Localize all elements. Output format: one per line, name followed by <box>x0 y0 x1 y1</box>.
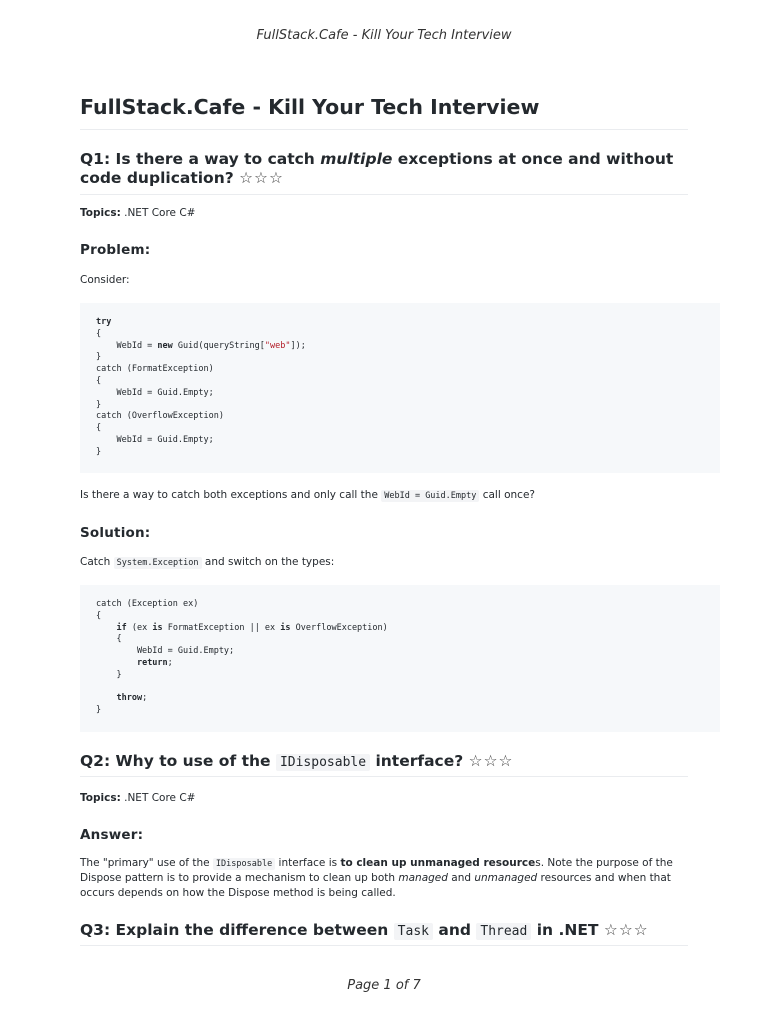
q1-problem-code-block <box>80 303 720 473</box>
q1-topics-value: .NET Core C# <box>120 207 196 219</box>
q2-heading <box>80 752 688 777</box>
code-line: } <box>96 705 102 716</box>
code-keyword: new <box>157 340 173 351</box>
q2-answer-heading: Answer: <box>80 827 144 843</box>
q2-title-part2: interface? <box>370 752 464 770</box>
code-indent <box>96 658 137 668</box>
inline-code: System.Exception <box>114 557 202 569</box>
q1-topics <box>80 206 688 221</box>
q2-answer-part: s. Note the purpose of the Dispose pattern is to provide a mechanism to clean up both <box>80 857 673 885</box>
q1-title-emphasis: multiple <box>320 150 393 168</box>
code-text: Guid(queryString[ <box>172 340 265 351</box>
q2-title-part1: Q2: Why to use of the <box>80 752 276 770</box>
q1-solution-text <box>80 555 688 570</box>
code-line: } <box>96 399 102 410</box>
q2-topics-label: Topics: <box>80 792 121 804</box>
q3-title-part1: Q3: Explain the difference between <box>80 921 394 939</box>
q1-solution-part2: and switch on the types: <box>201 556 335 568</box>
code-line: { <box>96 423 102 434</box>
code-string: "web" <box>264 340 291 351</box>
code-line: { <box>96 634 122 645</box>
inline-code: IDisposable <box>276 754 370 771</box>
inline-code: Task <box>394 923 433 940</box>
code-line: catch (OverflowException) <box>96 411 224 422</box>
code-keyword: return <box>136 657 168 668</box>
code-line: catch (FormatException) <box>96 364 214 375</box>
code-keyword: throw <box>116 693 143 704</box>
inline-code: Thread <box>476 923 531 940</box>
code-line: WebId = Guid.Empty; <box>96 646 235 657</box>
code-text: FormatException || ex <box>162 622 281 633</box>
q3-title-part2: and <box>432 921 477 939</box>
code-line: catch (Exception ex) <box>96 599 199 609</box>
code-indent <box>96 693 116 703</box>
q2-answer-part: interface is <box>275 857 341 869</box>
code-line: WebId = Guid.Empty; <box>96 434 214 445</box>
code-line: } <box>96 446 102 457</box>
code-line: } <box>96 669 122 680</box>
code-line: { <box>96 610 102 621</box>
q1-topics-label: Topics: <box>80 207 121 219</box>
code-text: (ex <box>126 622 153 633</box>
q3-heading <box>80 921 688 946</box>
q1-title-part1: Q1: Is there a way to catch <box>80 150 321 168</box>
q2-topics <box>80 791 688 806</box>
q1-difficulty-stars: ☆☆☆ <box>239 169 284 188</box>
q2-answer-emphasis: managed <box>398 872 448 885</box>
q2-answer-text <box>80 856 688 902</box>
code-line: try <box>96 317 112 327</box>
q2-topics-value: .NET Core C# <box>120 792 196 804</box>
q2-difficulty-stars: ☆☆☆ <box>468 752 514 770</box>
running-footer: Page 1 of 7 <box>347 978 421 993</box>
q1-question-part1: Is there a way to catch both exceptions and only call the <box>80 489 382 501</box>
q1-solution-code-block <box>80 585 720 732</box>
q2-answer-bold: to clean up unmanaged resource <box>340 857 536 869</box>
q2-answer-emphasis: unmanaged <box>474 872 538 885</box>
document-title: FullStack.Cafe - Kill Your Tech Interview <box>80 94 688 130</box>
code-indent <box>96 623 116 633</box>
inline-code: IDisposable <box>213 858 275 870</box>
q3-difficulty-stars: ☆☆☆ <box>603 921 649 939</box>
code-text: ]); <box>290 340 306 351</box>
q1-consider-text: Consider: <box>80 274 130 286</box>
q1-problem-heading: Problem: <box>80 242 151 258</box>
code-line: { <box>96 328 102 339</box>
q1-heading <box>80 150 688 195</box>
q1-solution-heading: Solution: <box>80 525 151 541</box>
running-header: FullStack.Cafe - Kill Your Tech Interview <box>256 28 512 43</box>
inline-code: WebId = Guid.Empty <box>381 490 479 502</box>
q1-title-part2: exceptions at once and without code duplication? <box>80 150 674 188</box>
q2-answer-part: resources and when that occurs depends on how the Dispose method is being called. <box>80 872 671 900</box>
code-keyword: is <box>280 622 291 633</box>
q2-answer-part: and <box>447 872 475 885</box>
q1-solution-part1: Catch <box>80 556 114 568</box>
q1-question-part2: call once? <box>479 489 535 501</box>
code-keyword: is <box>152 622 163 633</box>
code-line: WebId = <box>96 340 158 351</box>
code-text: ; <box>142 693 148 704</box>
q1-question-text <box>80 488 688 503</box>
q2-answer-part: The "primary" use of the <box>80 857 213 869</box>
code-text: OverflowException) <box>290 622 388 633</box>
code-line: } <box>96 352 102 363</box>
code-line: { <box>96 375 102 386</box>
code-keyword: if <box>116 622 127 633</box>
code-line: WebId = Guid.Empty; <box>96 387 214 398</box>
q3-title-part3: in .NET <box>531 921 599 939</box>
code-text: ; <box>167 657 173 668</box>
